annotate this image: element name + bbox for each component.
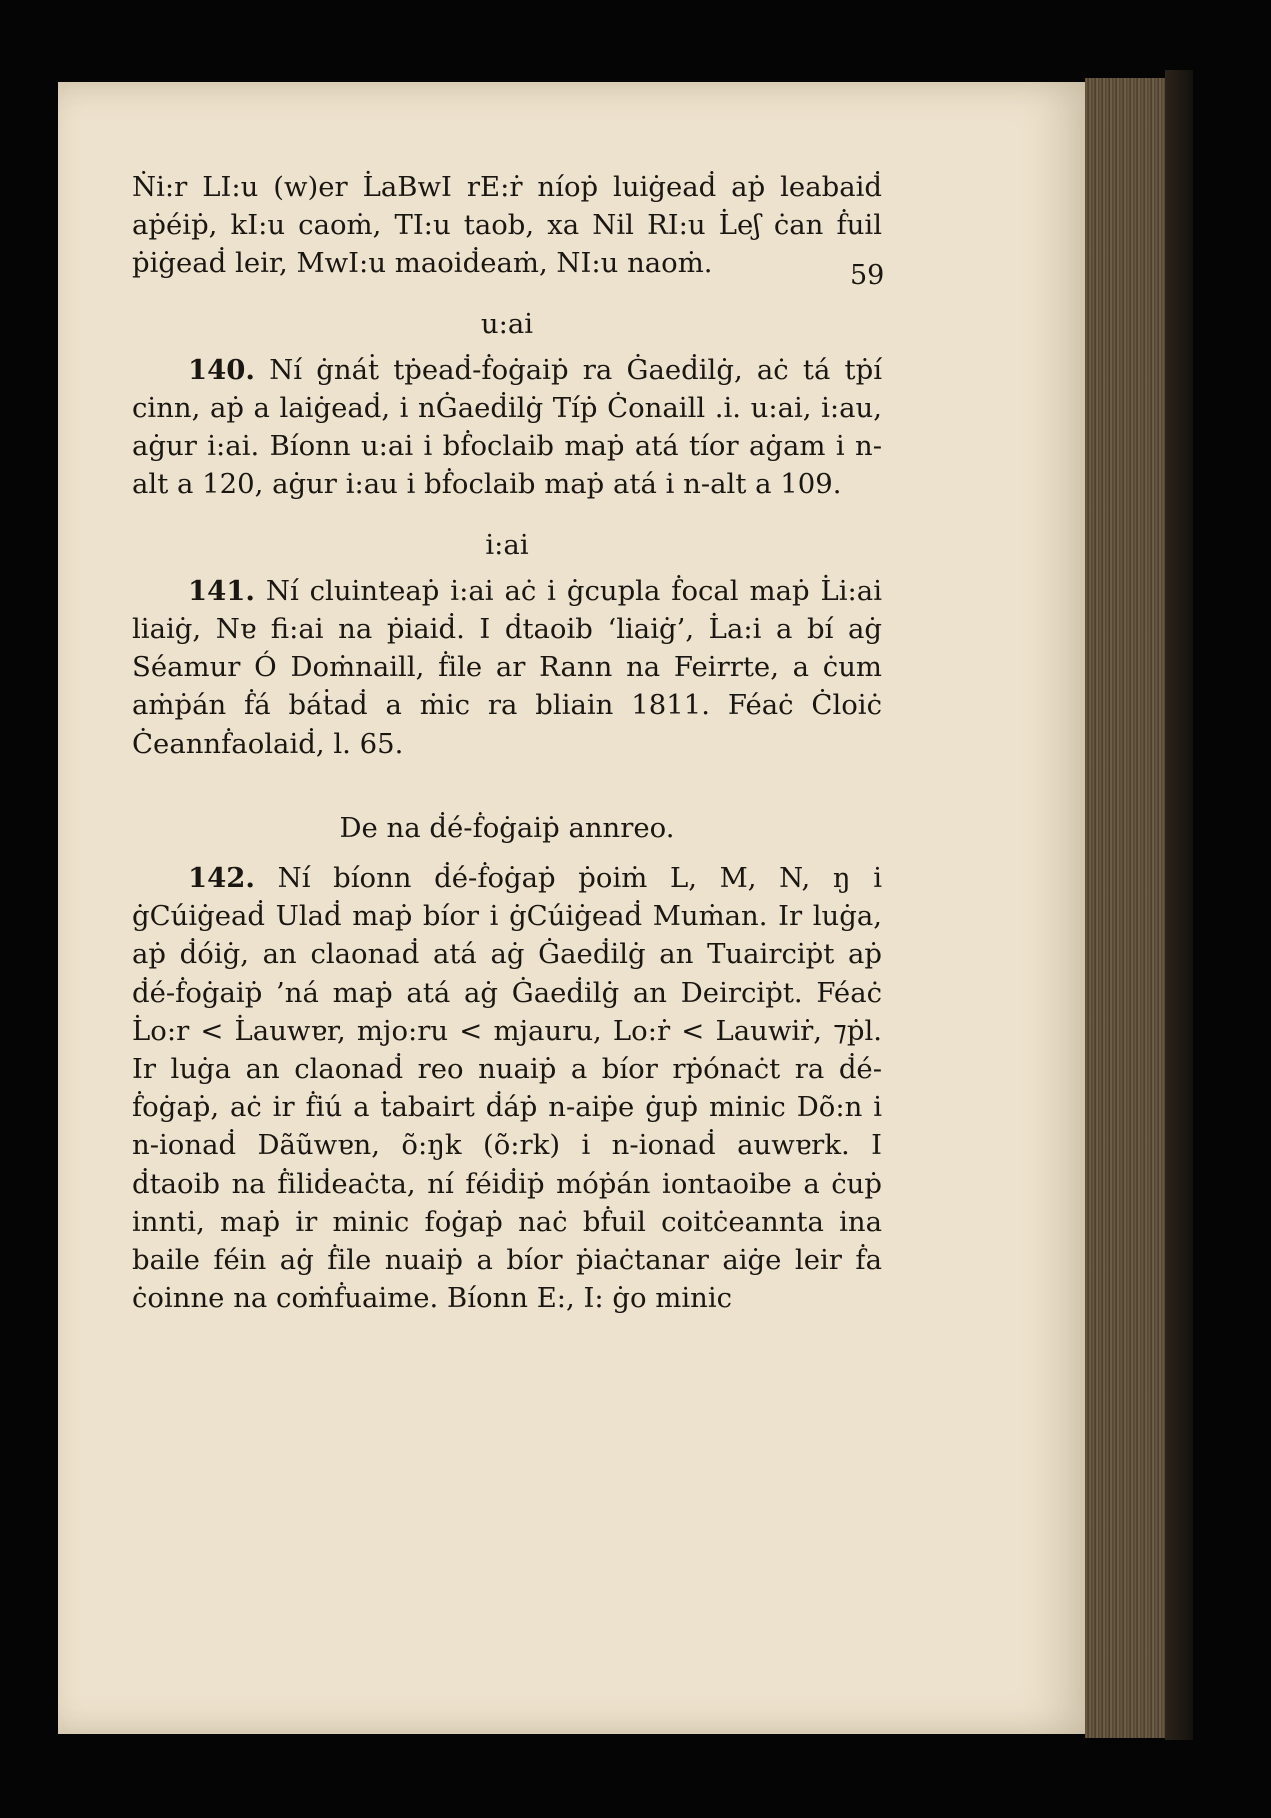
paragraph-139-continued (132, 168, 882, 283)
paragraph-141 (132, 572, 882, 763)
paragraph-text: Ní cluinteaṗ i:ai aċ i ġcupla ḟocal maṗ L̇i:ai liaiġ, Nɐ fi:ai na ṗiaiḋ. I ḋtaoib ‘liaiġ’, L̇a:i a bí aġ Séamur Ó Doṁnaill, ḟile ar Rann na Feirrte, a ċum aṁṗán ḟá báṫaḋ a ṁic ra bliain 1811. Féaċ Ċloiċ Ċeannḟaolaiḋ, l. 65. (132, 574, 882, 760)
paragraph-text: Ṅi:r LI:u (w)er L̇aBwI rE:ṙ níoṗ luiġeaḋ aṗ leabaiḋ aṗéiṗ, kI:u caoṁ, TI:u taob, xa Nil RI:u L̇eʃ ċan ḟuil ṗiġeaḋ leir, MwI:u maoiḋeaṁ, NI:u naoṁ. (132, 171, 882, 280)
paragraph-text: Ní ġnáṫ tṗeaḋ-ḟoġaiṗ ra Ġaeḋilġ, aċ tá tṗí cinn, aṗ a laiġeaḋ, i nĠaeḋilġ Tíṗ Ċonaill .i. u:ai, i:au, aġur i:ai. Bíonn u:ai i bḟoclaib maṗ atá tíor aġam i n-alt a 120, aġur i:au i bḟoclaib maṗ atá i n-alt a 109. (132, 353, 882, 501)
body-text (132, 168, 885, 1317)
section-heading-uai: u:ai (480, 307, 534, 340)
paragraph-number: 142. (188, 862, 255, 895)
section-heading-de-na-de-foghair: De na ḋé-ḟoġaiṗ annreo. (339, 811, 675, 844)
paragraph-number: 141. (188, 574, 255, 607)
paragraph-text: Ní bíonn ḋé-ḟoġaṗ ṗoiṁ L, M, N, ŋ i ġCúiġeaḋ Ulaḋ maṗ bíor i ġCúiġeaḋ Muṁan. Ir luġa, aṗ ḋóiġ, an claonaḋ atá aġ Ġaeḋilġ an Tuairciṗt aṗ ḋé-ḟoġaiṗ ’ná maṗ atá aġ Ġaeḋilġ an Deirciṗt. Féaċ L̇o:r < L̇auwɐr, mjo:ru < mjauru, Lo:ṙ < Lauwiṙ, ⁊ṗl. Ir luġa an claonaḋ reo nuaiṗ a bíor rṗónaċt ra ḋé-ḟoġaṗ, aċ ir ḟiú a ṫabairt ḋáṗ n-aiṗe ġuṗ minic Dõ:n i n-ionaḋ Dãũwɐn, õ:ŋk (õ:rk) i n-ionaḋ auwɐrk. I ḋtaoib na ḟiliḋeaċta, ní féiḋiṗ móṗán iontaoibe a ċuṗ innti, maṗ ir minic foġaṗ naċ bḟuil coitċeannta ina baile féin aġ ḟile nuaiṗ a bíor ṗiaċtanar aiġe leir ḟa ċoinne na coṁḟuaime. Bíonn E:, I: ġo minic (132, 862, 882, 1315)
page-number: 59 (850, 260, 885, 291)
paragraph-number: 140. (188, 353, 255, 386)
paragraph-142 (132, 859, 882, 1317)
page-edges (1085, 78, 1177, 1738)
section-heading-iai: i:ai (485, 528, 529, 561)
book-spine-shadow (1165, 70, 1193, 1740)
paragraph-140 (132, 351, 882, 504)
